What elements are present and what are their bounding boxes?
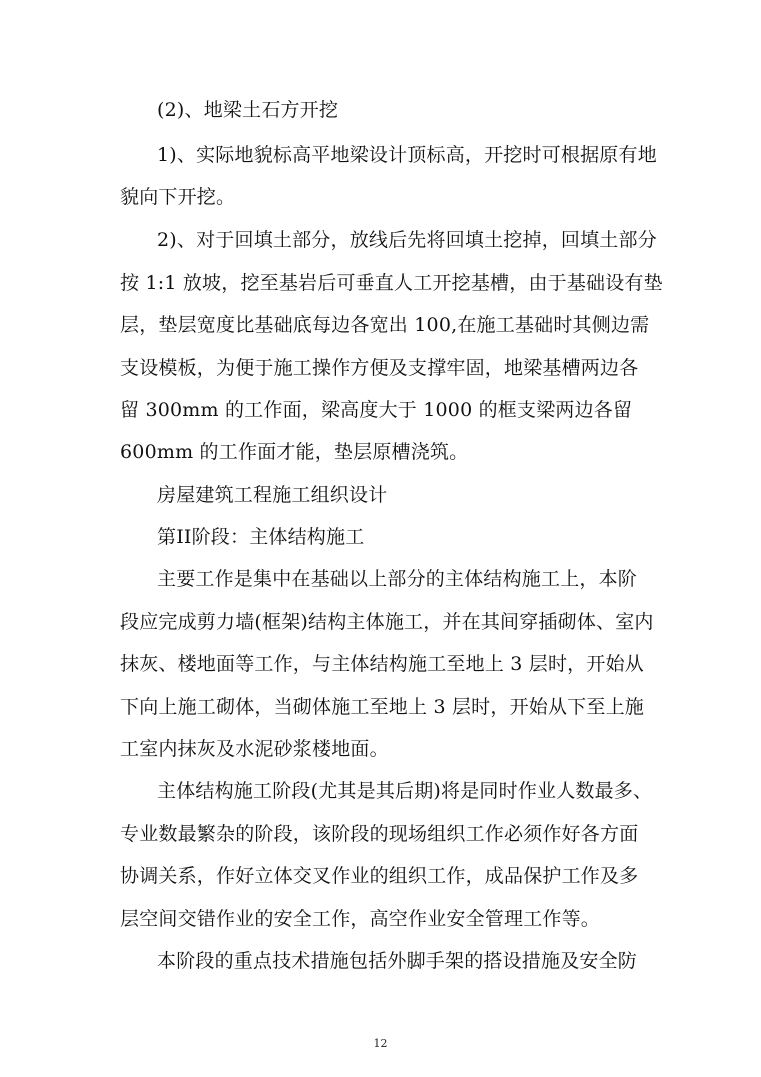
text-line: 主体结构施工阶段(尤其是其后期)将是同时作业人数最多、 bbox=[157, 780, 653, 802]
text-line: 层，垫层宽度比基础底每边各宽出 100,在施工基础时其侧边需 bbox=[120, 314, 650, 336]
text-line: 段应完成剪力墙(框架)结构主体施工，并在其间穿插砌体、室内 bbox=[120, 611, 654, 633]
text-line: 主要工作是集中在基础以上部分的主体结构施工上，本阶 bbox=[157, 568, 638, 590]
text-line: 专业数最繁杂的阶段，该阶段的现场组织工作必须作好各方面 bbox=[120, 823, 639, 845]
text-line: 貌向下开挖。 bbox=[120, 186, 236, 208]
text-line: 支设模板，为便于施工操作方便及支撑牢固，地梁基槽两边各 bbox=[120, 357, 639, 379]
text-line: 层空间交错作业的安全工作，高空作业安全管理工作等。 bbox=[120, 908, 601, 930]
text-line: 下向上施工砌体，当砌体施工至地上 3 层时，开始从下至上施 bbox=[120, 696, 644, 718]
text-line: (2)、地梁土石方开挖 bbox=[157, 99, 339, 121]
page-number: 12 bbox=[373, 1037, 388, 1050]
text-line: 留 300mm 的工作面，梁高度大于 1000 的框支梁两边各留 bbox=[120, 399, 633, 421]
text-line: 本阶段的重点技术措施包括外脚手架的搭设措施及安全防 bbox=[157, 950, 638, 972]
text-line: 600mm 的工作面才能，垫层原槽浇筑。 bbox=[120, 441, 469, 463]
text-line: 第II阶段：主体结构施工 bbox=[157, 526, 365, 548]
text-line: 抹灰、楼地面等工作，与主体结构施工至地上 3 层时，开始从 bbox=[120, 653, 644, 675]
text-line: 工室内抹灰及水泥砂浆楼地面。 bbox=[120, 738, 389, 760]
text-line: 1)、实际地貌标高平地梁设计顶标高，开挖时可根据原有地 bbox=[157, 144, 657, 166]
text-line: 协调关系，作好立体交叉作业的组织工作，成品保护工作及多 bbox=[120, 865, 639, 887]
text-line: 按 1:1 放坡，挖至基岩后可垂直人工开挖基槽，由于基础设有垫 bbox=[120, 272, 663, 294]
text-line: 房屋建筑工程施工组织设计 bbox=[157, 484, 388, 506]
text-line: 2)、对于回填土部分，放线后先将回填土挖掉，回填土部分 bbox=[157, 229, 657, 251]
